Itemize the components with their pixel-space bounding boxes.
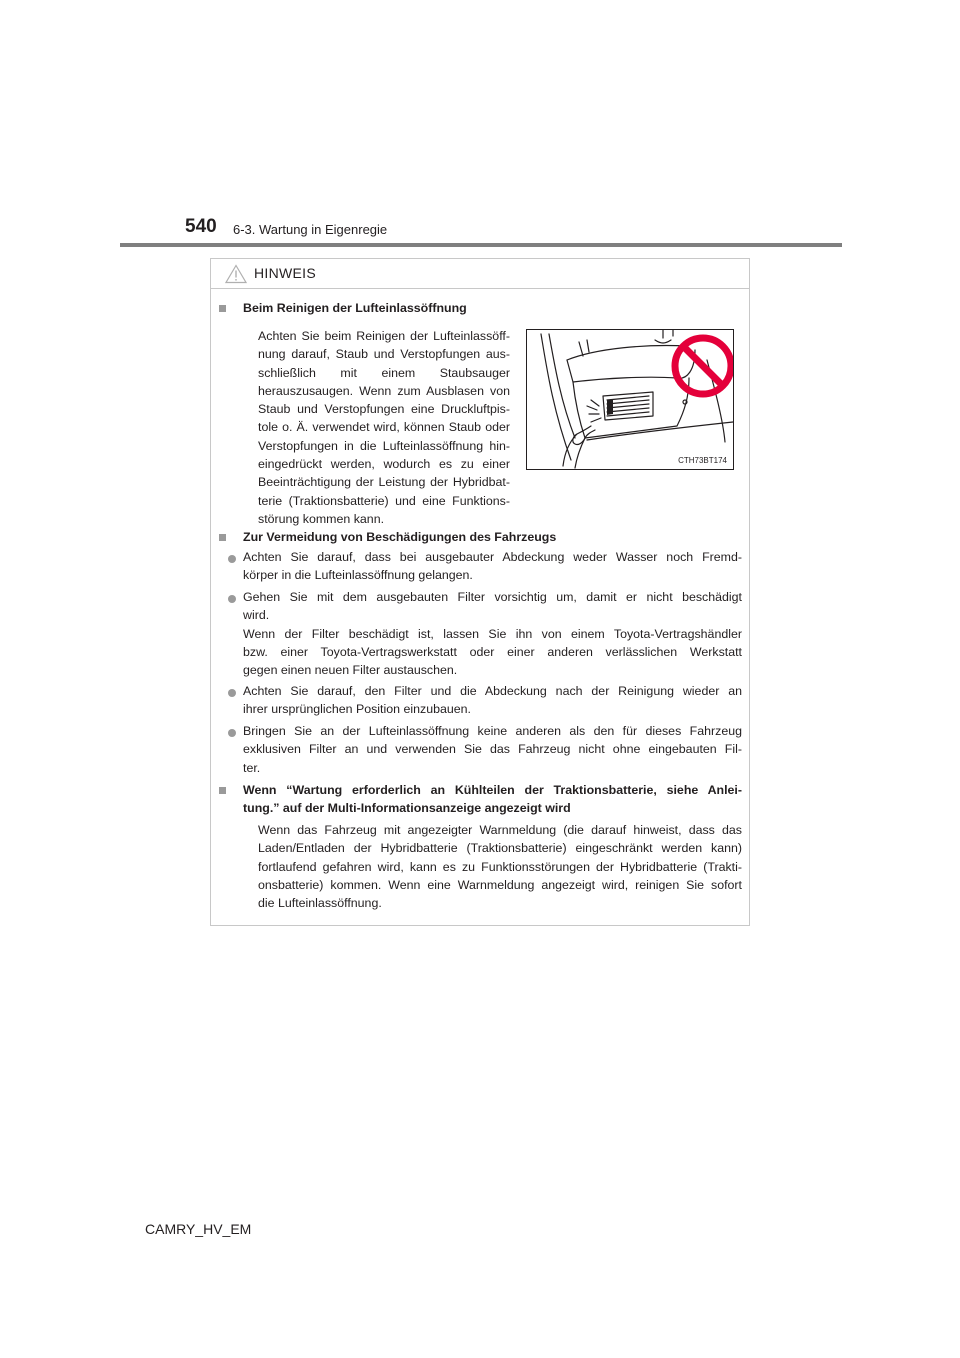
page-number: 540 — [185, 216, 217, 237]
text-line: körper in die Lufteinlassöffnung gelangen. — [243, 568, 473, 583]
text-line: Verstopfungen in die Lufteinlassöffnung hin- — [258, 438, 510, 453]
bullet-text — [243, 682, 742, 719]
text-line: herauszusaugen. Wenn zum Ausblasen von — [258, 383, 510, 398]
text-line: Achten Sie darauf, dass bei ausgebauter Abdeckung weder Wasser noch Fremd- — [243, 550, 742, 564]
section-heading-cleaning: Beim Reinigen der Lufteinlassöffnung — [243, 301, 467, 315]
text-line: tung.” auf der Multi-Informationsanzeige angezeigt wird — [243, 801, 571, 815]
text-line: störung kommen kann. — [258, 511, 385, 526]
text-line: exklusiven Filter an und verwenden Sie das Fahrzeug nicht ohne eingebauten Fil- — [243, 742, 742, 757]
text-line: gegen einen neuen Filter austauschen. — [243, 663, 458, 678]
bullet-marker — [228, 555, 236, 563]
bullet-marker — [228, 729, 236, 737]
bullet-text — [243, 722, 742, 777]
paragraph-cleaning — [258, 327, 510, 528]
illustration-air-intake-cleaning — [526, 329, 734, 470]
header-rule — [120, 243, 842, 247]
text-line: nung darauf, Staub und Verstopfungen aus- — [258, 347, 510, 362]
air-intake-drawing — [527, 330, 733, 469]
text-line: eingedrückt werden, wodurch es zu einer — [258, 457, 510, 472]
text-line: fortlaufend gefahren wird, kann es zu Funktionsstörungen der Hybridbatterie (Trakti- — [258, 859, 742, 874]
text-line: Bringen Sie an der Lufteinlassöffnung keine anderen als den für dieses Fahrzeug — [243, 724, 742, 738]
footer-code: CAMRY_HV_EM — [145, 1221, 252, 1237]
text-line: Wenn das Fahrzeug mit angezeigter Warnmeldung (die darauf hinweist, dass das — [258, 823, 742, 837]
notice-label: HINWEIS — [254, 265, 316, 281]
bullet-text — [243, 588, 742, 679]
text-line: Beeinträchtigung der Leistung der Hybridbat- — [258, 475, 510, 490]
text-line: bzw. einer Toyota-Vertragswerkstatt oder einer anderen verlässlichen Werkstatt — [243, 644, 742, 659]
bullet-marker — [228, 689, 236, 697]
text-line: schließlich mit einem Staubsauger — [258, 365, 510, 380]
prohibited-sign-icon — [675, 338, 731, 394]
text-line: Achten Sie beim Reinigen der Lufteinlassöff- — [258, 329, 510, 343]
text-line: terie (Traktionsbatterie) und eine Funktions- — [258, 493, 510, 508]
text-line: Wenn der Filter beschädigt ist, lassen Sie ihn von einem Toyota-Vertragshändler — [243, 626, 742, 641]
section-heading-warning-message — [243, 781, 742, 817]
bullet-marker — [228, 595, 236, 603]
bullet-text — [243, 548, 742, 585]
section-marker — [219, 534, 226, 541]
text-line: ter. — [243, 760, 261, 775]
text-line: tole o. Ä. verwendet wird, können Staub oder — [258, 420, 510, 435]
section-marker — [219, 787, 226, 794]
paragraph-warning-message — [258, 821, 742, 912]
warning-triangle-icon — [225, 264, 247, 284]
text-line: Gehen Sie mit dem ausgebauten Filter vorsichtig um, damit er nicht beschädigt — [243, 590, 742, 604]
text-line: wird. — [243, 608, 270, 623]
section-heading-damage: Zur Vermeidung von Beschädigungen des Fahrzeugs — [243, 530, 557, 544]
text-line: Staub und Verstopfungen eine Druckluftpis- — [258, 402, 510, 417]
text-line: ihrer ursprünglichen Position einzubauen. — [243, 702, 471, 717]
notice-header — [211, 259, 749, 289]
section-marker — [219, 305, 226, 312]
text-line: onsbatterie) kommen. Wenn eine Warnmeldung angezeigt wird, reinigen Sie sofort — [258, 877, 742, 892]
section-title: 6-3. Wartung in Eigenregie — [233, 222, 388, 237]
text-line: die Lufteinlassöffnung. — [258, 896, 382, 911]
text-line: Wenn “Wartung erforderlich an Kühlteilen der Traktionsbatterie, siehe Anlei- — [243, 783, 742, 797]
figure-code: CTH73BT174 — [678, 456, 727, 465]
text-line: Achten Sie darauf, den Filter und die Abdeckung nach der Reinigung wieder an — [243, 684, 742, 698]
text-line: Laden/Entladen der Hybridbatterie (Traktionsbatterie) eingeschränkt werden kann) — [258, 841, 742, 856]
